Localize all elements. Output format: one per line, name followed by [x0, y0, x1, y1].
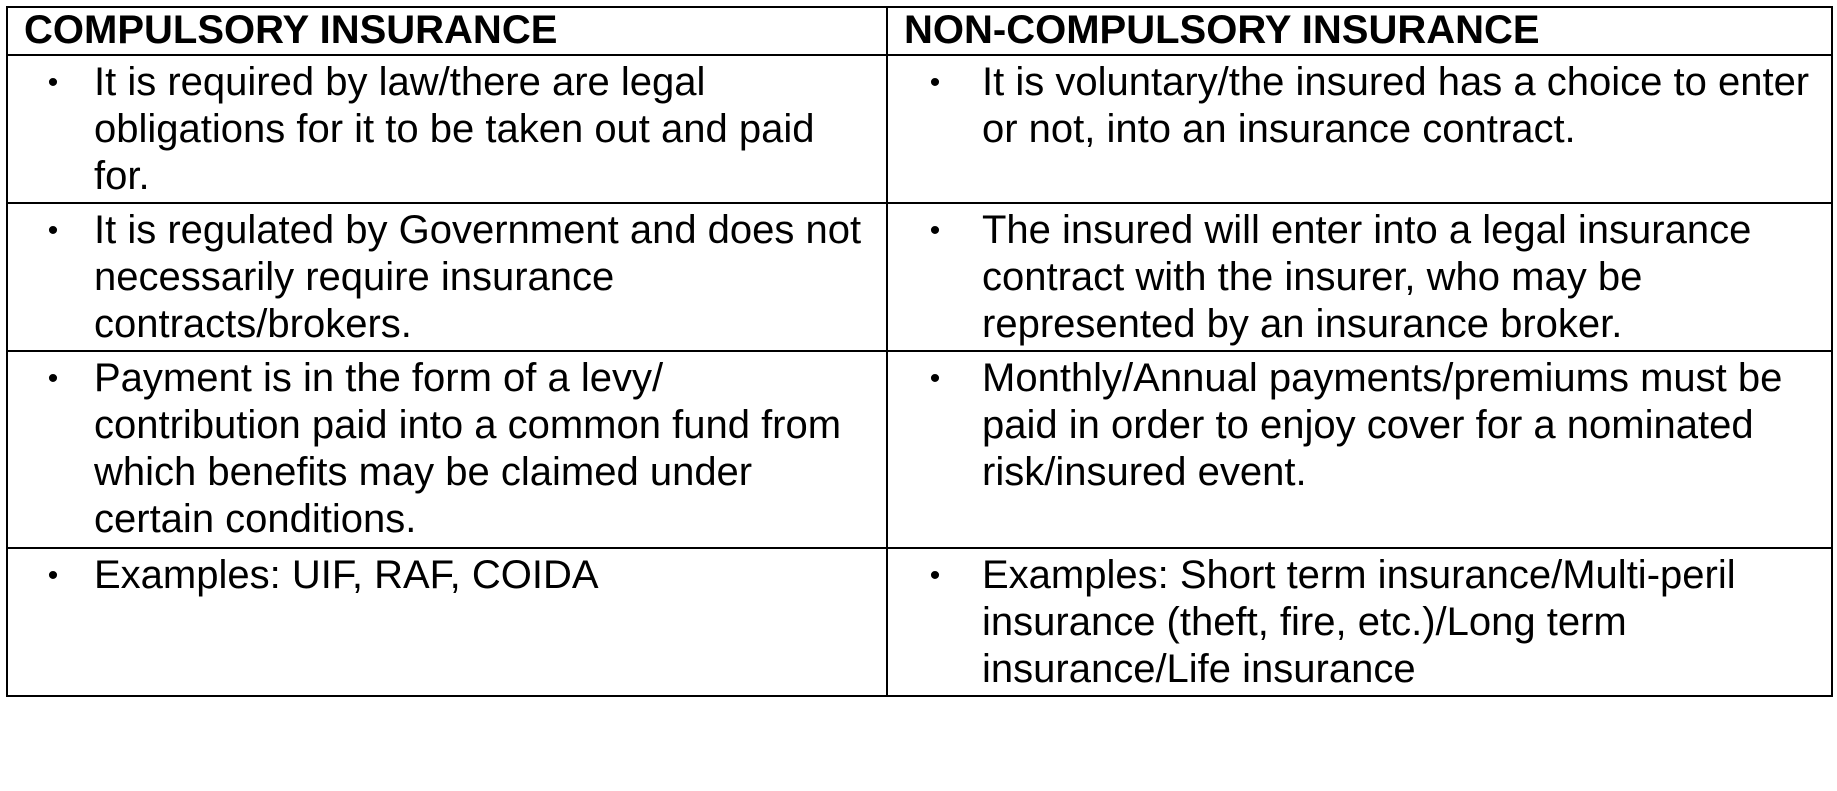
compulsory-cell	[7, 203, 887, 351]
compulsory-cell	[7, 351, 887, 548]
table-header-row	[7, 7, 1832, 55]
compulsory-text: It is required by law/there are legal obligations for it to be taken out and paid for.	[94, 60, 815, 198]
list-item	[888, 552, 1831, 693]
compulsory-text: Payment is in the form of a levy/ contribution paid into a common fund from which benefits may be claimed under certain conditions.	[94, 356, 842, 541]
header-non-compulsory-insurance: NON-COMPULSORY INSURANCE	[887, 7, 1832, 55]
bullet-icon: •	[929, 362, 941, 395]
bullet-icon: •	[47, 214, 59, 247]
non-compulsory-cell	[887, 548, 1832, 696]
compulsory-text: Examples: UIF, RAF, COIDA	[94, 553, 599, 597]
compulsory-cell	[7, 548, 887, 696]
non-compulsory-text: Monthly/Annual payments/premiums must be paid in order to enjoy cover for a nominated risk/insured event.	[982, 356, 1783, 494]
non-compulsory-cell	[887, 351, 1832, 548]
table-row	[7, 351, 1832, 548]
bullet-icon: •	[929, 214, 941, 247]
table-row	[7, 203, 1832, 351]
list-item	[8, 355, 886, 543]
bullet-icon: •	[929, 66, 941, 99]
bullet-icon: •	[47, 362, 59, 395]
bullet-icon: •	[47, 66, 59, 99]
non-compulsory-cell	[887, 55, 1832, 203]
list-item	[888, 355, 1831, 496]
table-row	[7, 55, 1832, 203]
list-item	[8, 207, 886, 348]
compulsory-text: It is regulated by Government and does not necessarily require insurance contracts/brokers.	[94, 208, 862, 346]
non-compulsory-text: The insured will enter into a legal insurance contract with the insurer, who may be represented by an insurance broker.	[982, 208, 1752, 346]
list-item	[8, 552, 886, 599]
list-item	[888, 59, 1831, 153]
non-compulsory-cell	[887, 203, 1832, 351]
list-item	[8, 59, 886, 200]
table-row	[7, 548, 1832, 696]
insurance-comparison-table	[6, 6, 1833, 697]
bullet-icon: •	[47, 559, 59, 592]
non-compulsory-text: It is voluntary/the insured has a choice to enter or not, into an insurance contract.	[982, 60, 1810, 151]
header-compulsory-insurance: COMPULSORY INSURANCE	[7, 7, 887, 55]
compulsory-cell	[7, 55, 887, 203]
bullet-icon: •	[929, 559, 941, 592]
list-item	[888, 207, 1831, 348]
non-compulsory-text: Examples: Short term insurance/Multi-peril insurance (theft, fire, etc.)/Long term insurance/Life insurance	[982, 553, 1736, 691]
